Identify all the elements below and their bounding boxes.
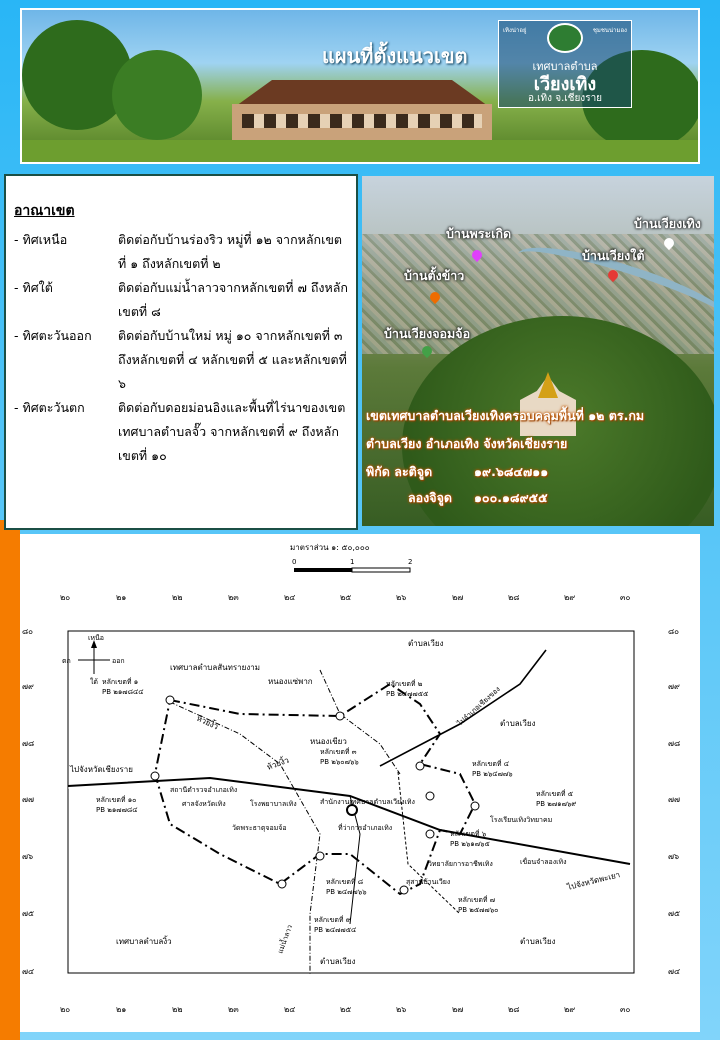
axis-tick-label: ๒๙ (564, 1005, 576, 1014)
building-roof (212, 80, 512, 106)
axis-tick-label: ๓๐ (620, 1005, 631, 1014)
axis-tick-label: ๒๓ (228, 593, 239, 602)
river-label: ห้วยงิ้ว (195, 713, 220, 732)
axis-tick-label: ๒๖ (396, 593, 407, 602)
area-caption: เขตเทศบาลตำบลเวียงเทิงครอบคลุมพื้นที่ ๑๒ ตร.กม (366, 408, 645, 423)
longitude-value: ๑๐๐.๑๘๙๕๕ (474, 490, 548, 505)
area-label: หนองแซ่พาก (268, 677, 313, 686)
right-axis (668, 627, 680, 976)
area-label: ตำบลเวียง (408, 639, 444, 648)
place-label: บ้านตั้งข้าว (404, 268, 465, 283)
marker-code: PB ๒๑๗๗๘๔ (96, 806, 138, 814)
axis-tick-label: ๗๕ (668, 909, 681, 918)
landmark-label: สำนักงานเทศบาลตำบลเวียงเทิง (320, 798, 415, 806)
latitude-label: พิกัด ละติจูด (366, 464, 433, 479)
boundary-info-box (4, 174, 358, 530)
compass-north: เหนือ (88, 634, 104, 642)
axis-tick-label: ๒๘ (508, 593, 520, 602)
boundary-title: อาณาเขต (14, 203, 75, 219)
axis-tick-label: ๗๘ (22, 739, 35, 748)
axis-tick-label: ๗๖ (668, 852, 680, 861)
municipality-logo (498, 20, 632, 108)
area-label: หนองเขียว (310, 737, 347, 746)
axis-tick-label: ๒๕ (340, 593, 352, 602)
marker-name: หลักเขตที่ ๔ (472, 760, 510, 768)
building-windows (242, 114, 482, 128)
scale-bar (294, 568, 352, 572)
road-label: ไปอำเภอเชียงของ (455, 685, 502, 728)
river-label: แม่น้ำลาว (276, 923, 295, 955)
landmark-label: โรงพยาบาลเทิง (250, 800, 297, 808)
compass-icon (78, 640, 110, 674)
boundary-map (20, 534, 700, 1032)
town-centre-icon (347, 805, 357, 815)
marker-name: หลักเขตที่ ๑๐ (96, 796, 137, 804)
boundary-marker-icon (166, 696, 174, 704)
road-label: ไปจังหวัดเชียงราย (70, 765, 133, 774)
boundary-marker-icon (336, 712, 344, 720)
boundary-row (14, 228, 348, 276)
axis-tick-label: ๒๗ (452, 1005, 464, 1014)
axis-tick-label: ๒๐ (60, 593, 71, 602)
boundary-row (14, 276, 348, 324)
axis-tick-label: ๒๓ (228, 1005, 239, 1014)
logo-slogan-left: เทิงน่าอยู่ (503, 27, 527, 34)
axis-tick-label: ๗๔ (668, 967, 681, 976)
area-label: ตำบลเวียง (520, 937, 556, 946)
boundary-marker-icon (416, 762, 424, 770)
marker-name: หลักเขตที่ ๗ (458, 896, 495, 904)
marker-code: PB ๒๑๗๘๔๔ (102, 688, 144, 696)
axis-tick-label: ๗๙ (22, 682, 34, 691)
river-label: ห้วยงิ้ว (265, 755, 291, 772)
axis-tick-label: ๗๖ (22, 852, 34, 861)
scale-tick-label: 0 (292, 558, 297, 566)
axis-tick-label: ๘๐ (22, 627, 34, 636)
bottom-axis (60, 1005, 630, 1014)
place-label: บ้านเวียงจอมจ้อ (384, 326, 471, 341)
axis-tick-label: ๒๔ (284, 593, 296, 602)
decorative-strip (0, 520, 20, 1040)
boundary-description: ติดต่อกับแม่น้ำลาวจากหลักเขตที่ ๗ ถึงหลักเขตที่ ๘ (118, 280, 348, 319)
compass-east: ออก (112, 657, 125, 665)
marker-label-10 (96, 795, 138, 814)
axis-tick-label: ๒๘ (508, 1005, 520, 1014)
page-title: แผนที่ตั้งแนวเขต (322, 44, 468, 68)
area-label: ตำบลเวียง (500, 719, 536, 728)
marker-code: PB ๒๗๑๗๖๙ (536, 800, 577, 808)
axis-tick-label: ๒๗ (452, 593, 464, 602)
marker-label-7 (458, 895, 498, 914)
boundary-direction: - ทิศตะวันออก (14, 328, 92, 343)
axis-tick-label: ๒๙ (564, 593, 576, 602)
marker-label-2 (386, 679, 428, 698)
boundary-marker-icon (426, 792, 434, 800)
boundary-marker-icon (151, 772, 159, 780)
marker-code: PB ๒๕๗๗๖๐ (458, 906, 499, 914)
marker-label-9 (314, 915, 356, 934)
left-axis (22, 627, 34, 976)
axis-tick-label: ๗๗ (22, 795, 35, 804)
emblem-icon (547, 23, 583, 53)
logo-location: อ.เทิง จ.เชียงราย (527, 93, 603, 104)
boundary-marker-icon (278, 880, 286, 888)
axis-tick-label: ๗๗ (668, 795, 681, 804)
axis-tick-label: ๒๑ (116, 593, 127, 602)
longitude-label: ลองจิจูด (408, 490, 453, 505)
area-label: ตำบลเวียง (320, 957, 356, 966)
header-banner (20, 8, 700, 164)
marker-name: หลักเขตที่ ๒ (386, 680, 423, 688)
axis-tick-label: ๒๖ (396, 1005, 407, 1014)
landmark-label: สถานีตำรวจอำเภอเทิง (170, 786, 238, 794)
river-huai-ngio (170, 702, 320, 974)
boundary-direction: - ทิศเหนือ (14, 232, 68, 247)
axis-tick-label: ๒๔ (284, 1005, 296, 1014)
compass-south: ใต้ (90, 678, 98, 686)
boundary-map-panel (20, 534, 700, 1032)
boundary-direction: - ทิศตะวันตก (14, 400, 85, 415)
place-label: บ้านเวียงใต้ (582, 248, 645, 263)
boundary-description: ติดต่อกับบ้านใหม่ หมู่ ๑๐ จากหลักเขตที่ ๓ ถึงหลักเขตที่ ๔ หลักเขตที่ ๕ และหลักเขตที่ ๖ (118, 328, 347, 391)
landmark-label: สุสานบ้านเวียง (406, 878, 451, 886)
map-scale-label: มาตราส่วน ๑: ๕๐,๐๐๐ (290, 543, 370, 552)
logo-name: เวียงเทิง (533, 74, 597, 95)
place-label: บ้านพระเกิด (446, 226, 512, 241)
marker-code: PB ๒๖๑๗๖๕ (450, 840, 490, 848)
marker-name: หลักเขตที่ ๓ (320, 748, 357, 756)
landmark-label: ที่ว่าการอำเภอเทิง (338, 824, 393, 832)
axis-tick-label: ๗๙ (668, 682, 680, 691)
top-axis (60, 593, 630, 602)
boundary-marker-icon (316, 852, 324, 860)
location-caption: ตำบลเวียง อำเภอเทิง จังหวัดเชียงราย (366, 436, 568, 451)
axis-tick-label: ๘๐ (668, 627, 680, 636)
landmark-label: โรงเรียนเทิงวิทยาคม (490, 816, 553, 824)
marker-label-4 (472, 759, 513, 778)
boundary-marker-icon (400, 886, 408, 894)
axis-tick-label: ๒๒ (172, 593, 183, 602)
marker-code: PB ๒๖๔๗๗๖ (472, 770, 513, 778)
tree-graphic (112, 50, 202, 140)
aerial-photo (362, 176, 714, 526)
boundary-description: ติดต่อกับดอยม่อนอิงและพื้นที่ไร่นาของเขตเทศบาลตำบลจั๊ว จากหลักเขตที่ ๙ ถึงหลักเขตที่ ๑๐ (118, 400, 346, 463)
place-label: บ้านเวียงเทิง (634, 216, 701, 231)
marker-code: PB ๒๖๐๗๖๖ (320, 758, 359, 766)
boundary-marker-icon (426, 830, 434, 838)
axis-tick-label: ๗๘ (668, 739, 681, 748)
marker-name: หลักเขตที่ ๑ (102, 678, 139, 686)
marker-label-1 (102, 677, 144, 696)
logo-org: เทศบาลตำบล (532, 60, 598, 73)
axis-tick-label: ๒๒ (172, 1005, 183, 1014)
logo-slogan-right: ชุมชนน่ามอง (592, 27, 627, 34)
landmark-label: วัดพระธาตุจอมจ้อ (232, 824, 287, 832)
axis-tick-label: ๒๑ (116, 1005, 127, 1014)
boundary-row (14, 396, 348, 468)
road-label: ไปจังหวัดพะเยา (566, 870, 622, 892)
road-north (380, 650, 546, 766)
marker-label-3 (320, 747, 359, 766)
marker-name: หลักเขตที่ ๖ (450, 830, 487, 838)
marker-label-8 (326, 877, 367, 896)
area-label: เทศบาลตำบลสันทรายงาม (170, 663, 260, 672)
marker-code: PB ๒๔๗๗๕๕ (386, 690, 429, 698)
marker-name: หลักเขตที่ ๕ (536, 790, 574, 798)
scale-bar (352, 568, 410, 572)
axis-tick-label: ๓๐ (620, 593, 631, 602)
boundary-direction: - ทิศใต้ (14, 280, 53, 295)
area-label: เทศบาลตำบลงิ้ว (116, 937, 172, 946)
lawn (22, 140, 698, 162)
marker-name: หลักเขตที่ ๙ (314, 916, 351, 924)
landmark-label: วิทยาลัยการอาชีพเทิง (428, 860, 493, 868)
scale-tick-label: 2 (408, 558, 413, 566)
marker-label-5 (536, 789, 576, 808)
boundary-row (14, 324, 348, 396)
marker-name: หลักเขตที่ ๘ (326, 878, 364, 886)
boundary-marker-icon (471, 802, 479, 810)
axis-tick-label: ๒๕ (340, 1005, 352, 1014)
marker-code: PB ๒๔๗๗๖๖ (326, 888, 367, 896)
axis-tick-label: ๗๕ (22, 909, 35, 918)
boundary-description: ติดต่อกับบ้านร่องริว หมู่ที่ ๑๒ จากหลักเขตที่ ๑ ถึงหลักเขตที่ ๒ (118, 232, 343, 271)
compass-west: ตก (62, 657, 71, 665)
landmark-label: เขื่อนจำลองเทิง (520, 858, 567, 866)
scale-tick-label: 1 (350, 558, 355, 566)
axis-tick-label: ๒๐ (60, 1005, 71, 1014)
marker-code: PB ๒๔๗๗๕๔ (314, 926, 357, 934)
axis-tick-label: ๗๔ (22, 967, 35, 976)
landmark-label: ศาลจังหวัดเทิง (182, 800, 226, 808)
latitude-value: ๑๙.๖๘๔๗๑๑ (474, 464, 549, 479)
